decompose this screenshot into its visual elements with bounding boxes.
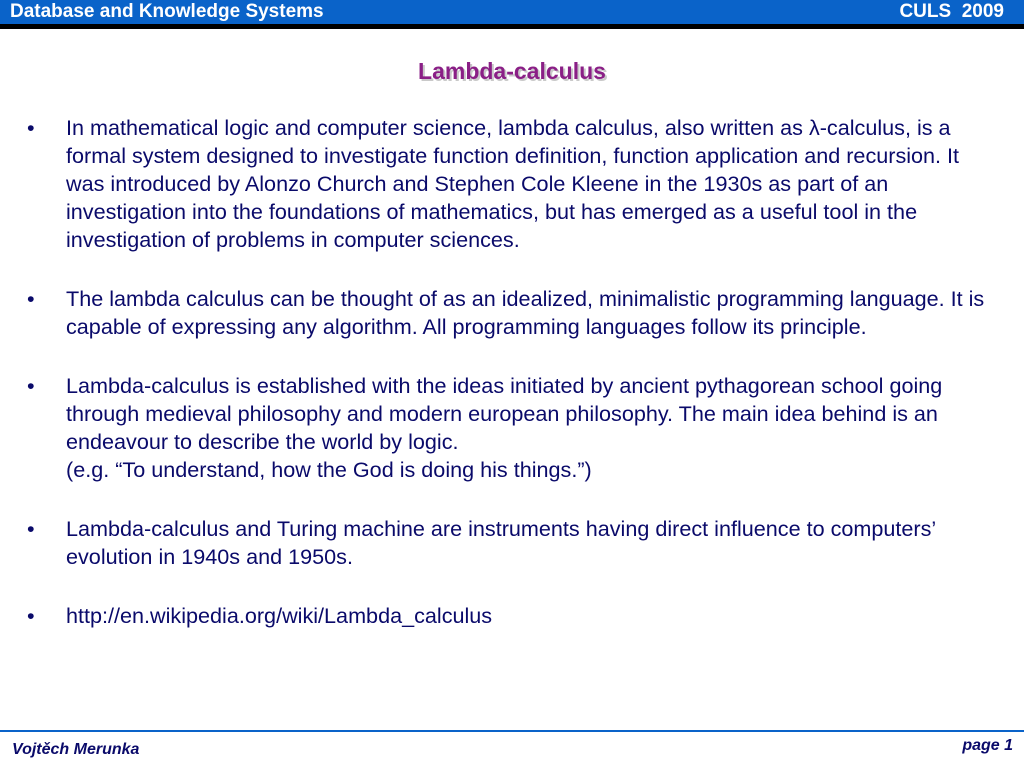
bullet-item [27, 515, 992, 571]
bullet-item [27, 285, 992, 341]
bullet-marker: • [27, 603, 35, 628]
header-bar [0, 0, 1024, 24]
footer-author: Vojtěch Merunka [12, 741, 140, 758]
bullet-item [27, 602, 992, 630]
footer-divider [0, 730, 1024, 732]
slide-title: Lambda-calculus [418, 58, 606, 84]
bullet-text: Lambda-calculus is established with the ideas initiated by ancient pythagorean school going through medieval philosophy and modern european philosophy. The main idea behind is an endeavour to describe the world by logic. [66, 373, 943, 454]
bullet-example-text: (e.g. “To understand, how the God is doing his things.”) [66, 457, 592, 482]
bullet-item [27, 372, 992, 484]
bullet-text: The lambda calculus can be thought of as an idealized, minimalistic programming language. It is capable of expressing any algorithm. All programming languages follow its principle. [66, 286, 985, 339]
course-title: Database and Knowledge Systems [10, 1, 324, 22]
bullet-item [27, 114, 992, 254]
bullet-marker: • [27, 115, 35, 140]
bullet-text: In mathematical logic and computer science, lambda calculus, also written as λ-calculus, is a formal system designed to investigate function definition, function application and recursion. It was introduced by Alonzo Church and Stephen Cole Kleene in the 1930s as part of an investigation into the foundations of mathematics, but has emerged as a useful tool in the investigation of problems in computer sciences. [66, 115, 960, 252]
header-divider [0, 24, 1024, 29]
bullet-marker: • [27, 516, 35, 541]
bullet-list [27, 114, 992, 630]
institution-year: CULS 2009 [899, 1, 1004, 22]
wikipedia-link[interactable]: http://en.wikipedia.org/wiki/Lambda_calculus [66, 603, 493, 628]
bullet-marker: • [27, 286, 35, 311]
bullet-text: Lambda-calculus and Turing machine are instruments having direct influence to computers’ evolution in 1940s and 1950s. [66, 516, 936, 569]
page-number: page 1 [962, 737, 1013, 754]
bullet-marker: • [27, 373, 35, 398]
